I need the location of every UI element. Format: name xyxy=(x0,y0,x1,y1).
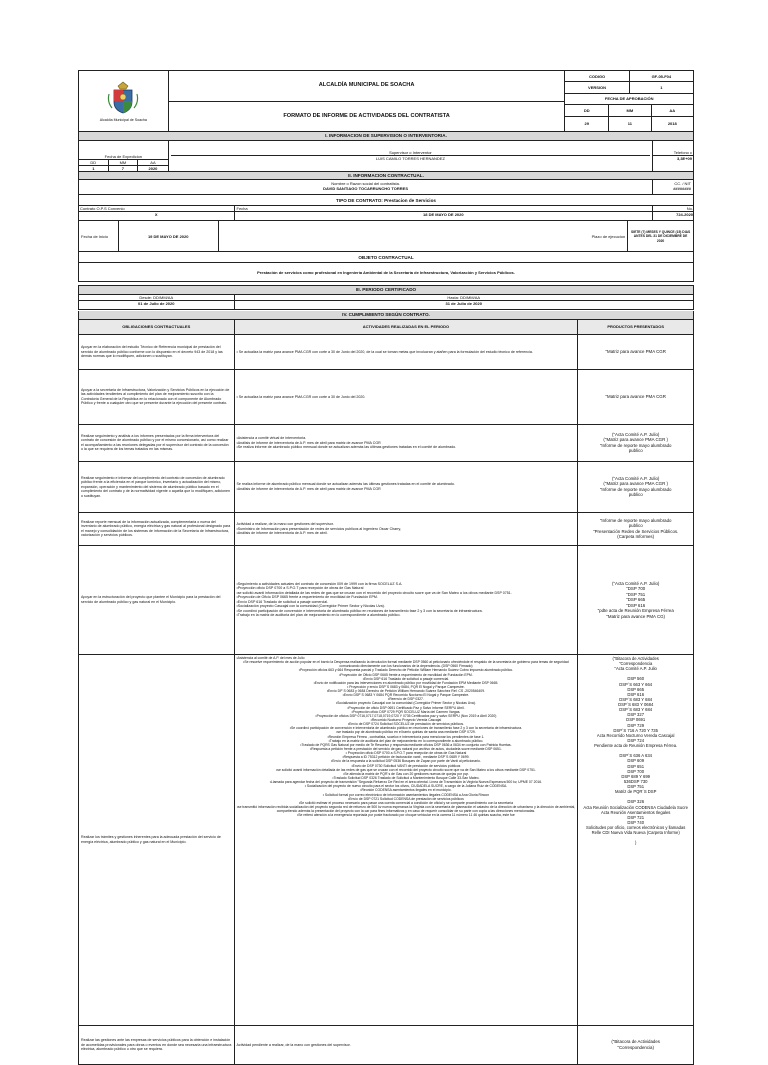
table-row xyxy=(78,335,694,370)
exp-mm-value: 7 xyxy=(109,166,139,171)
org-name: ALCALDÍA MUNICIPAL DE SOACHA xyxy=(169,71,565,102)
actividad-item: •Análisis de informe de interventoria de A.P. mes de abril para matriz de avance PMA CGR xyxy=(236,486,381,491)
cc-value: ######## xyxy=(673,186,691,192)
actividad-item: •Asistencia al comité de A.P. del mes de Julio xyxy=(236,655,305,660)
logo-caption: Alcaldía Municipal de Soacha xyxy=(99,117,147,122)
producto-item: 536DSP 730 xyxy=(623,778,648,784)
actividad-item: •Análisis de informe de interventoria de A.P. mes de abril. xyxy=(236,531,328,536)
actividad-item: •Reunión CODENSA asentamientos ilegales en el municipio. xyxy=(360,788,452,793)
obligacion-cell xyxy=(79,335,235,369)
cc-label: CC. / NIT xyxy=(674,181,691,187)
report-sheet xyxy=(78,70,694,1065)
exp-aa-value: 2020 xyxy=(148,165,158,171)
producto-item: "Correspondencia xyxy=(618,661,653,667)
actividad-item: •Se realiza informe de alumbrado público mensual donde se actualizan además las últimas gestiones tratadas en el comité de alumbrado. xyxy=(236,445,457,450)
actividad-item: •Respuesta a petición frente a prestación del servicio de gas natural por archivo de autos, ciudadela sucre mediante DSP 0651. xyxy=(310,747,502,752)
actividad-item: •Se atienda la matriz de PQR´s de Gas con 20 gestiones nuevas de quejas por pqr. xyxy=(343,771,469,776)
actividad-item: •Se coordinó participación de convención e interventoria de alumbrado público en reuniones de transmilenio fase 2 y 3 con la secretaría de infraestructura. xyxy=(236,608,483,613)
actividades-cell xyxy=(235,546,579,654)
producto-item: ("Bitacora de Actividades xyxy=(612,655,659,661)
obligacion-cell xyxy=(79,425,235,461)
actividad-item: •Envío DP´S 0683 y 0684 Derecho de Petición William Hernando Suárez Sánchez Ref. CS -2020546409. xyxy=(326,689,486,694)
actividad-item: • Proyección oficio DSP 0700 a S.P.O.T para recepción de obras de Gas Natural xyxy=(345,751,467,756)
col-productos: PRODUCTOS PRESENTADOS xyxy=(607,324,665,330)
tipo-contrato: TIPO DE CONTRATO: Prestacion de Servicios xyxy=(336,197,436,203)
producto-item: "DSP 665 xyxy=(626,597,646,603)
coat-of-arms-icon xyxy=(106,80,140,116)
actividad-item: •Se coordinó participación de convención e interventoria de alumbrado público en reuniones de transmilenio fase 2 y 3 con la secretaría de infraestructura. xyxy=(289,726,523,731)
supervisor-cell xyxy=(169,141,653,171)
version-value: 1 xyxy=(660,85,663,91)
actividad-item: Actividad pendiente a realizar, de la mano con gestiones del supervisor. xyxy=(236,1042,351,1047)
obligacion-text: Realizar reporte mensual de la información actualizada, complementaria o nueva del inventario de alumbrado público, energía eléctrica y gas natural al profesional designado para el manejo y consolidación de los sistemas de información de la Secretaría de Infraestructura, valorización y servicios públicos. xyxy=(81,519,231,538)
producto-item: DSP´S 716 A 720 Y 735 xyxy=(613,727,658,733)
obligacion-text: Realizar seguimiento y análisis a los informes presentados por la firma interventora del contrato de concesión de alumbrado público y por el mismo concesionario, así como realizar el acompañamiento a las reuniones delegadas por el supervisor del contrato de la concesión o la que se requiera de los temas tratados en las mismas. xyxy=(81,433,229,452)
producto-item: ("Acta Comité A.P. Julio) xyxy=(612,475,660,481)
producto-item: Acta Reunión Asentamientos Ilegales xyxy=(601,809,671,815)
producto-item: ("Acta Comité A.P. Julio) xyxy=(612,580,660,586)
actividad-item: •Proyección de oficios DSP 0716,0717,0718,0719,0720 Y 0735 Certificados paz y salvo SERPU (Nov 2019 a Abril 2020) xyxy=(315,713,497,718)
producto-item: publico xyxy=(628,492,643,498)
producto-item: Solicitudes por oficio, correos electrónicos y llamadas xyxy=(585,825,686,831)
producto-item: DSP 327 xyxy=(627,712,645,718)
producto-item: DSP 616 xyxy=(627,691,645,697)
nombre-label: Nombre o Razon social del contratista. xyxy=(331,181,400,187)
producto-item: DSP´S 663 Y 664 xyxy=(619,681,653,687)
plazo-label: Plazo de ejecucion xyxy=(591,233,626,239)
obligacion-text: Realizar las gestiones ante las empresas de servicios públicos para la obtención e instalación de acometidas provisionales para obras o eventos en donde sea necesaria una infraestructura eléctrica, alumbrado público u otro que se requiera. xyxy=(81,1038,232,1052)
obligacion-cell xyxy=(79,546,235,654)
actividad-item: •Envío DSP 616 Traslado de solicitud a pasaje comercial. xyxy=(362,676,450,681)
producto-item: DSP´S 683 Y 684 xyxy=(619,696,653,702)
actividades-cell xyxy=(235,335,579,369)
contrato-mark: X xyxy=(79,211,234,217)
producto-item: DSP 740 xyxy=(627,819,645,825)
productos-cell xyxy=(578,335,693,369)
actividad-item: •Se reiteró atención a la emergencia reportada por poste fracturado por choque vehicular en la carrera 11 número 11 46 quintas soacha, este fue xyxy=(297,813,515,818)
actividad-item: Actividad a realizar, de la mano con gestiones del supervisor. xyxy=(236,522,334,527)
col-actividades: ACTIVIDADES REALIZADAS EN EL PERIODO xyxy=(235,320,579,334)
hasta-label: Hasta: DD/MM/AA xyxy=(447,295,481,301)
producto-item: "Informe de reporte mayo alumbrado xyxy=(599,517,672,523)
table-row xyxy=(78,1026,694,1065)
telefono-value: 3,3E+09 xyxy=(653,155,693,161)
productos-cell xyxy=(578,513,693,545)
supervisor-value: LUIS CAMILO TORRES HERNANDEZ xyxy=(171,155,650,161)
actividades-cell xyxy=(235,370,579,424)
plazo-value: SIETE (7) MESES Y QUINCE (15) DIAS ANTES DEL 31 DE DICIEMBRE DE 2020 xyxy=(627,221,693,251)
actividad-item: •Envío de notificación para las intervenciones en alumbrado público por movilidad de Fundación EPM Mediante DSP 0665. xyxy=(313,680,499,685)
table-row xyxy=(78,546,694,655)
exp-dd-value: 1 xyxy=(79,166,109,171)
no-label: No. xyxy=(686,206,694,212)
section3-title: III. PERIODO CERTIFICADO xyxy=(78,285,694,295)
actividad-item: •Envío de DSP 0721 Solicitud CODENSA de prestación de servicios públicos xyxy=(348,796,464,801)
producto-item: "DSP 616 xyxy=(626,602,646,608)
actividad-item: •Proyección oficios 663 y 664 Respuesta parcial y Traslado Derecho de Petición William Hernando Suárez Cobro impuesto alumbrado público. xyxy=(298,668,514,673)
exp-mm-label: MM xyxy=(109,160,139,165)
productos-cell xyxy=(578,462,693,512)
obligacion-text: Realizar los trámites y gestiones inherentes para la adecuada prestación del servicio de energía eléctrica, alumbrado público y gas natural en el Municipio. xyxy=(81,835,221,844)
actividad-item: • Socialización del proyecto de nuevo circuito para el sector los olivos, CIUDADELA SUCRE, a cargo de la Juliana Ruiz de CODENSA. xyxy=(304,784,508,789)
actividades-cell xyxy=(235,425,579,461)
actividad-item: •Se solicitó estimar el proceso necesario para pasar una cuenta comercial a condición de oficial y se comparte procedimiento con la secretaría xyxy=(298,800,514,805)
no-cell xyxy=(653,206,693,220)
productos-cell xyxy=(578,1026,693,1064)
producto-item: DSP 700 xyxy=(627,768,645,774)
aa-label: AA xyxy=(669,107,676,113)
cc-cell xyxy=(653,180,693,194)
producto-item: Relle CDI Nueva Vida Nueva (Carpeta Informe) xyxy=(591,830,680,836)
actividad-item: •Proyección oficio DSP 0729 PQR SOCELUZ María del Carmen Vargas. xyxy=(351,709,461,714)
obligacion-text: Apoyar a la secretaria de Infraestructura, Valorización y Servicios Públicos en la ejecución de las actividades tendientes al cumplimiento del plan de mejoramiento suscrito con la Contraloría General de la República en lo relacionado con el componente de Alumbrado Público y frente a cualquier otro que se presente durante la ejecución del presente contrato. xyxy=(81,387,230,406)
actividad-item: •Respuesta a ID 75312 petición de facturación vanti , mediante DSP´S 0689 Y 0699. xyxy=(342,755,470,760)
actividad-item: •Recorrido Nocturno Proyecto Vereda Cascajal xyxy=(370,718,442,723)
fecha-inicio-label: Fecha de Inicio xyxy=(79,221,119,251)
actividades-cell xyxy=(235,462,579,512)
contrato-type-cell xyxy=(79,206,235,220)
productos-cell xyxy=(578,655,693,1025)
actividad-item: •Se resuelve requerimiento de acción popular en el barrio la Despensa realizando la devolución formal mediante DSP 0560 al peticionario ofreciéndole el respaldo de la secretaría de gobierno para temas de seguridad comunicando directamente con los funcionarios de la dependencia. (DSP 0560 Firmado) xyxy=(243,660,569,669)
actividad-item: • Se actualiza la matriz para avance PMA CGR con corte a 30 de Junio del 2020. xyxy=(236,394,366,399)
producto-item: "DSP 700 xyxy=(626,586,646,592)
producto-item: "DSP 751 xyxy=(626,591,646,597)
actividad-item: •Seguimiento a actividades actuales del contrato de concesión 009 de 1999 con la firma SOCELUZ S.A. xyxy=(236,582,403,586)
desde-cell xyxy=(79,295,235,309)
logo-cell xyxy=(79,71,169,131)
actividad-item: •Trabajo en la matriz de auditoria del plan de mejoramiento en lo correspondiente a alumbrado público. xyxy=(328,738,484,743)
actividad-item: •Socialización proyecto Cascajal con la comunidad (Corregidor Primer Sector y Nicolas Uva). xyxy=(236,604,385,609)
producto-item: publico xyxy=(628,523,643,529)
producto-item: DSP´S 683 Y 0684 xyxy=(618,702,654,708)
producto-item: DSP 0691 xyxy=(626,717,646,723)
actividad-item: Se realiza informe de alumbrado público mensual donde se actualizan además las últimas gestiones tratadas en el comité de alumbrado. xyxy=(236,482,455,487)
supervisor-label: Supervisor o Interventor xyxy=(389,150,432,156)
nombre-value: DAVID SANTIAGO TOCARRUNCHO TORRES xyxy=(323,186,409,192)
obligacion-cell xyxy=(79,462,235,512)
dd-value: 29 xyxy=(565,117,609,132)
producto-item: ("Matriz para avance PMA CGR ) xyxy=(603,481,668,487)
contrato-label: Contrato O.P.S Convenio xyxy=(80,206,125,212)
codigo-value: GF-05-F04 xyxy=(651,73,672,79)
fecha-expedicion-cell xyxy=(79,141,169,171)
fecha-aprobacion-label: FECHA DE APROBACIÓN xyxy=(565,94,693,105)
hasta-value: 31 de Julio de 2020 xyxy=(235,300,694,306)
obligacion-cell xyxy=(79,370,235,424)
actividad-item: •Suministro de Información para presentación de redes de servicios publicos al ingeniero Oscar Charry, xyxy=(236,526,402,531)
actividad-item: •Proyección de Oficio DSP 0665 frente a requerimiento de movilidad de Fundación EPM. xyxy=(339,672,473,677)
col-obligaciones: OBLIGACIONES CONTRACTUALES xyxy=(79,320,235,334)
actividad-item: •Reenvío de DSP 0327. xyxy=(388,697,424,702)
telefono-cell xyxy=(653,141,693,171)
producto-item: Acta Reunión Socialización CODENSA Ciudadela Sucre xyxy=(583,804,688,810)
desde-value: 01 de Julio de 2020 xyxy=(79,300,234,306)
exp-dd-label: DD xyxy=(79,160,109,165)
mm-label: MM xyxy=(609,105,651,115)
objeto-label-row xyxy=(78,252,694,263)
contratista-row xyxy=(78,180,694,195)
producto-item: Acta Recorrido Nocturno Vereda Cascajal xyxy=(596,732,675,738)
obligacion-text: Realizar seguimiento e informar del cumplimiento del contrato de concesión de alumbrado público frente a la eficiencia en el parque lumínico, inventario y actualización del mismo, expansión, operación y mantenimiento del sistema de alumbrado público basado en el cumplimiento del contrato y de la normatividad vigente o aquella que lo modifiquen, adicionen o sustituyan. xyxy=(81,475,231,498)
control-cell xyxy=(565,71,693,131)
table-row xyxy=(78,370,694,425)
actividad-item: •Envío de DSP 0724 Solicitud SOCELUZ de prestación de servicios públicos. xyxy=(347,722,464,727)
producto-item: DSP 724 xyxy=(627,737,645,743)
table-row xyxy=(78,425,694,462)
actividad-item: • Proyección y envío DSP´S 0683 y 0684, PQR El Nogal y Parque Campestre. xyxy=(347,684,465,689)
objeto-row xyxy=(78,263,694,282)
table-row xyxy=(78,513,694,546)
actividad-item: •Envío de la respuesta a la solicitud DSP 0536 Bosques de Zapan por parte de Vanti al peticionario. xyxy=(331,759,481,764)
hasta-cell xyxy=(235,295,694,309)
obligacion-cell xyxy=(79,1026,235,1064)
producto-item: DSP 721 xyxy=(627,814,645,820)
aa-value: 2018 xyxy=(667,121,677,127)
actividad-item: •Socialización proyecto Cascajal con la comunidad (Corregidor Primer Sector y Nicolas Uva). xyxy=(335,701,476,706)
producto-item: ("Matriz para avance PMA CGR ) xyxy=(603,437,668,443)
producto-item: "Presentación Redes de Servicios Públicos. xyxy=(593,528,679,534)
fecha-value: 18 DE MAYO DE 2020 xyxy=(235,211,653,217)
actividades-cell xyxy=(235,1026,579,1064)
objeto-label: OBJETO CONTRACTUAL xyxy=(358,254,414,260)
producto-item: DSP 689 Y 699 xyxy=(621,773,650,779)
version-label: VERSION xyxy=(565,82,629,92)
actividades-cell xyxy=(235,513,579,545)
section2-title: II. INFORMACION CONTRACTUAL. xyxy=(78,172,694,181)
actividad-item: •Reunión Empresa Férrea , contratista, socelux e interventoría para mencionar los pendientes de fase 1. xyxy=(327,734,485,739)
actividad-item: •se traslado pqr de alumbrado público en el barrio quintas de santa ana mediante DSP 0729. xyxy=(336,730,476,735)
producto-item: DSP 729 xyxy=(627,722,645,728)
producto-item: ("Acta Comité A.P. Julio) xyxy=(612,431,660,437)
obligacion-text: Apoyar en la elaboración del estudio Técnico de Referencia municipal de prestación del servicio de alumbrado público conforme con lo dispuesto en el decreto 943 de 2018 y las demás normas que lo modifiquen, adicionen o sustituyan. xyxy=(81,345,223,359)
producto-item: DSP 751 xyxy=(627,784,645,790)
producto-item: "Matriz para avance PMA CGR xyxy=(605,349,666,355)
actividad-item: •Traslado Solicitud DSP 0326 Traslado de Solicitud a Mantenimiento Bosque Calle 33-San Mateo. xyxy=(332,776,480,781)
contrato-row xyxy=(78,206,694,221)
producto-item: ("Bitacora de Actividades xyxy=(611,1039,661,1045)
objeto-value: Prestación de servicios como profesional en Ingeniería Ambiental de la Secretaría de Infraestructura, Valorización y Servicios Públicos. xyxy=(257,269,515,275)
no-value: 724-2020 xyxy=(653,211,693,217)
producto-item: DSP´S 636 A 634 xyxy=(619,753,652,759)
actividad-item: •Llamada para agendar fecha del proyecto de transmisión "Segunda Refuerzo De Red en el área oriental. Línea de Transmisión la Virginia Nueva Esperanza 500 kv, UPME 07 2016. xyxy=(269,780,543,785)
section4-title: IV. CUMPLIMIENTO SEGÚN CONTRATO. xyxy=(78,311,694,320)
actividad-item: •se transmitió información recibida socialización del proyecto segunda red de refuerzo de 500 kv nueva esperanza la Virginia con la secretaría de planeación el catastro de la dirección de urbanismo y la dirección de ambiental, compartiendo además la presentación del proyecto con la car para fines informativos y en caso de requerir consolidar de su parte con copia a las direcciones mencionadas. xyxy=(236,805,576,814)
producto-item: DSP 326 xyxy=(627,799,645,805)
obligacion-cell xyxy=(79,655,235,1025)
actividad-item: •Trabajo en la matriz de auditoria del plan de mejoramiento en lo correspondiente a alumbrado público. xyxy=(236,613,401,618)
producto-item: "Matriz para avance PMA CG) xyxy=(606,613,666,619)
productos-cell xyxy=(578,370,693,424)
inicio-row xyxy=(78,221,694,252)
actividad-item: •Análisis de informe de interventoria de A.P. mes de abril para matriz de avance PMA CGR xyxy=(236,440,381,445)
table-row xyxy=(78,655,694,1026)
actividades-cell xyxy=(235,655,579,1025)
form-title: FORMATO DE INFORME DE ACTIVIDADES DEL CONTRATISTA xyxy=(283,112,450,119)
dd-label: DD xyxy=(565,105,609,115)
section1-title: I. INFORMACION DE SUPERVISION O INTERVENTORIA. xyxy=(78,132,694,141)
producto-item: "Informe de reporte mayo alumbrado xyxy=(599,442,672,448)
contratista-cell xyxy=(79,180,653,194)
producto-item: Pendiente acta de Reunión Empresa Férrea. xyxy=(594,743,678,749)
actividad-item: •Proyección oficio DSP 0700 a S.P.O.T para recepción de obras de Gas Natural xyxy=(236,586,364,591)
section1-row xyxy=(78,141,694,172)
actividad-item: •Proyección de Oficio DSP 0665 frente a requerimiento de movilidad de Fundación EPM. xyxy=(236,595,378,600)
producto-item: ) xyxy=(634,840,637,846)
telefono-label: Telefono c xyxy=(673,150,692,156)
producto-item: DSP 665 xyxy=(627,686,645,692)
fecha-label: Fecha xyxy=(236,206,248,212)
fecha-inicio-value: 19 DE MAYO DE 2020 xyxy=(119,221,219,251)
producto-item: "Correspondencia) xyxy=(617,1044,654,1050)
title-cell xyxy=(169,71,566,131)
actividad-item: •Proyección de oficio DSP 0691 Certificado Paz y Salvo informe SERPU Abril. xyxy=(347,705,465,710)
actividad-item: • Solicitud formal por correo electrónico de información asentamientos ilegales CODENSA a Ana Gloria Rincon xyxy=(322,792,490,797)
productos-cell xyxy=(578,425,693,461)
exp-aa-label: AA xyxy=(150,159,156,165)
fecha-expedicion-label: Fecha de Expedicion xyxy=(79,154,168,160)
obligacion-text: Apoyar en la estructuración del proyecto que plantee el Municipio para la prestación del servicio de alumbrado público y gas natural en el Municipio. xyxy=(81,595,221,604)
fecha-contrato-cell xyxy=(235,206,654,220)
actividad-item: •se solicitó avanti información detallada de las redes de gas que se cruzan con el recorrido del proyecto circuito sucre que va de San Mateo a los olivos mediante DSP 0751. xyxy=(236,590,512,595)
header-block xyxy=(78,70,694,132)
actividad-item: • Se actualiza la matriz para avance PMA CGR con corte a 30 de Junio del 2020, de la cual se toman metas que involucran y atañen para la formulación del estudio técnico de referencia. xyxy=(236,349,533,354)
actividad-item: •Traslado de PQRS Gas Natural por medio de Te Resuelvo y respuesta mediante oficios DSP 0636 a 0634 en conjunto con Patricia Huertas. xyxy=(300,742,512,747)
producto-item: "Acta Comité A.P. Julio xyxy=(614,666,657,672)
producto-item: "pdte acta de Reunión Empresa Férrea xyxy=(597,608,674,614)
producto-item: DSP 651 xyxy=(627,763,645,769)
producto-item: (Carpeta Informes) xyxy=(617,534,655,540)
table-row xyxy=(78,462,694,513)
tipo-contrato-row xyxy=(78,195,694,206)
desde-label: Desde: DD/MM/AA xyxy=(139,295,174,301)
producto-item: DSP 609 xyxy=(627,758,645,764)
inicio-spacer xyxy=(219,221,584,251)
codigo-label: CODIGO xyxy=(565,71,629,81)
actividad-item: •Envío DSP´S 0683 Y 0684 PQR Recorrido Nocturno El Nogal y Parque Campestre. xyxy=(342,693,470,698)
producto-item: DSP´S 683 Y 684 xyxy=(619,707,653,713)
productos-cell xyxy=(578,546,693,654)
actividad-item: •Envío DSP 616 Traslado de solicitud a pasaje comercial. xyxy=(236,599,328,604)
periodo-row xyxy=(78,295,694,310)
table-body xyxy=(78,335,694,1065)
table-header xyxy=(78,320,694,335)
actividad-item: •Asistencia a comité virtual de interventoria. xyxy=(236,436,307,441)
producto-item: Matriz de PQR´S DSP xyxy=(614,789,657,795)
producto-item: publico xyxy=(628,448,643,454)
producto-item: "Matriz para avance PMA CGR xyxy=(605,394,666,400)
actividad-item: •se solicitó avanti información detallada de las redes de gas que se cruzan con el recorrido del proyecto circuito sucre que va de San Mateo a los olivos mediante DSP 0751. xyxy=(276,767,536,772)
actividad-item: •Envío de DSP 0730 Solicitud VANTI de prestación de servicios públicos xyxy=(351,763,461,768)
producto-item: "Informe de reporte mayo alumbrado xyxy=(599,486,672,492)
mm-value: 11 xyxy=(609,117,651,132)
obligacion-cell xyxy=(79,513,235,545)
producto-item: DSP 560 xyxy=(627,676,645,682)
